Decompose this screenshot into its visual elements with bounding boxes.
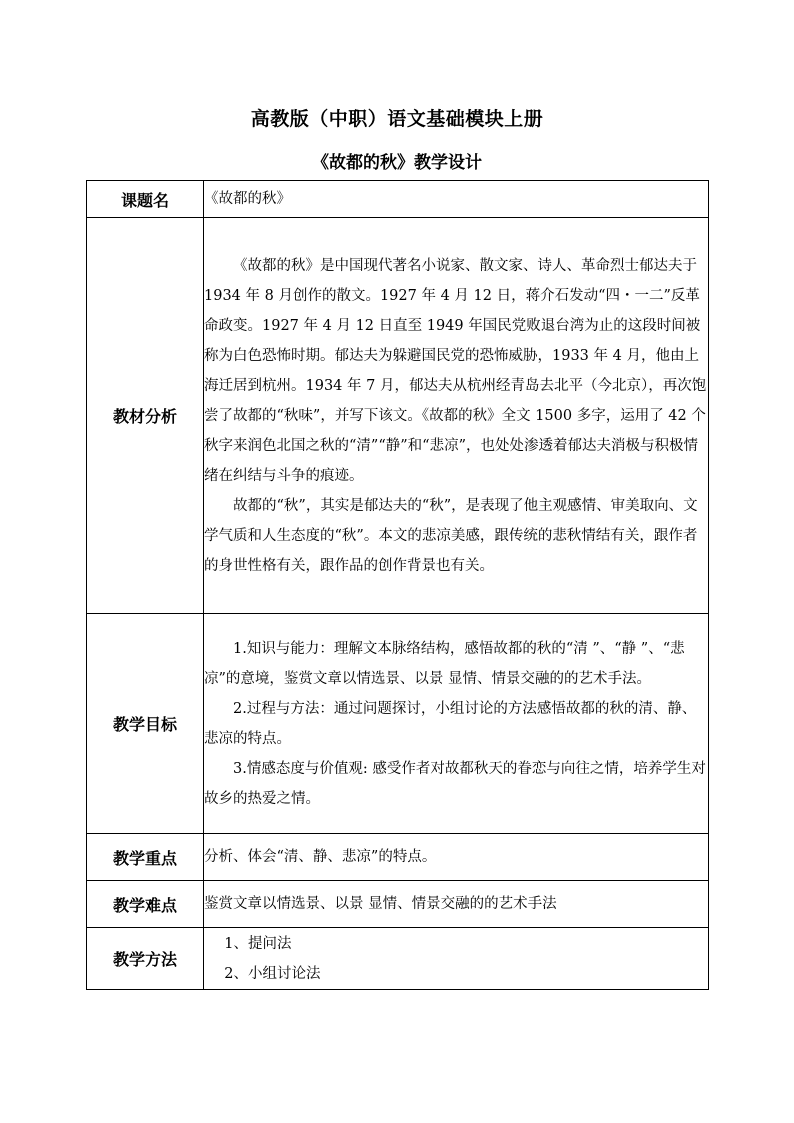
- row-label: 课题名: [87, 181, 204, 218]
- table-row-teaching-goals: [87, 614, 709, 834]
- document-subtitle: 《故都的秋》教学设计: [312, 153, 482, 173]
- goal-item: 2.过程与方法：通过问题探讨，小组讨论的方法感悟故都的秋的清、静、悲凉的特点。: [204, 700, 697, 747]
- lesson-plan-table: [86, 180, 709, 990]
- document-title: 高教版（中职）语文基础模块上册: [250, 108, 544, 130]
- teaching-methods-cell: [204, 928, 709, 990]
- topic-cell: [204, 181, 709, 218]
- difficulties-text: 鉴赏文章以情选景、以景 显情、情景交融的的艺术手法: [204, 896, 557, 912]
- paragraph: 故都的“秋”，其实是郁达夫的“秋”，是表现了他主观感情、审美取向、文学气质和人生态度的“秋”。本文的悲凉美感，跟传统的悲秋情结有关，跟作者的身世性格有关，跟作品的创作背景也有关。: [204, 497, 698, 574]
- row-label: 教材分析: [87, 218, 204, 614]
- material-analysis-cell: [204, 218, 709, 614]
- table-row-key-points: [87, 834, 709, 881]
- difficulties-cell: [204, 881, 709, 928]
- method-item: 2、小组讨论法: [224, 965, 321, 982]
- table-row-topic: [87, 181, 709, 218]
- topic-text: 《故都的秋》: [204, 191, 291, 207]
- key-points-text: 分析、体会“清、静、悲凉”的特点。: [204, 849, 437, 865]
- method-item: 1、提问法: [224, 935, 292, 952]
- row-label: 教学方法: [87, 928, 204, 990]
- goal-item: 3.情感态度与价值观: 感受作者对故都秋天的眷恋与向往之情，培养学生对故乡的热爱之情。: [204, 760, 706, 807]
- key-points-cell: [204, 834, 709, 881]
- row-label: 教学目标: [87, 614, 204, 834]
- table-row-teaching-methods: [87, 928, 709, 990]
- row-label: 教学难点: [87, 881, 204, 928]
- table-row-material-analysis: [87, 218, 709, 614]
- paragraph: 《故都的秋》是中国现代著名小说家、散文家、诗人、革命烈士郁达夫于 1934 年 8 月创作的散文。1927 年 4 月 12 日，蒋介石发动“四・一二”反革命政变。1927 年 4 月 12 日直至 1949 年国民党败退台湾为止的这段时间被称为白色恐怖时期。郁达夫为躲避国民党的恐怖威胁，1933 年 4 月，他由上海迁居到杭州。1934 年 7 月，郁达夫从杭州经青岛去北平（今北京），再次饱尝了故都的“秋味”，并写下该文。《故都的秋》全文 1500 多字，运用了 42 个秋字来润色北国之秋的“清”“静”和“悲凉”，也处处渗透着郁达夫消极与积极情绪在纠结与斗争的痕迹。: [204, 257, 707, 484]
- row-label: 教学重点: [87, 834, 204, 881]
- teaching-goals-cell: [204, 614, 709, 834]
- goal-item: 1.知识与能力：理解文本脉络结构，感悟故都的秋的“清 ”、“静 ”、“悲凉”的意境，鉴赏文章以情选景、以景 显情、情景交融的的艺术手法。: [204, 640, 685, 687]
- table-row-difficulties: [87, 881, 709, 928]
